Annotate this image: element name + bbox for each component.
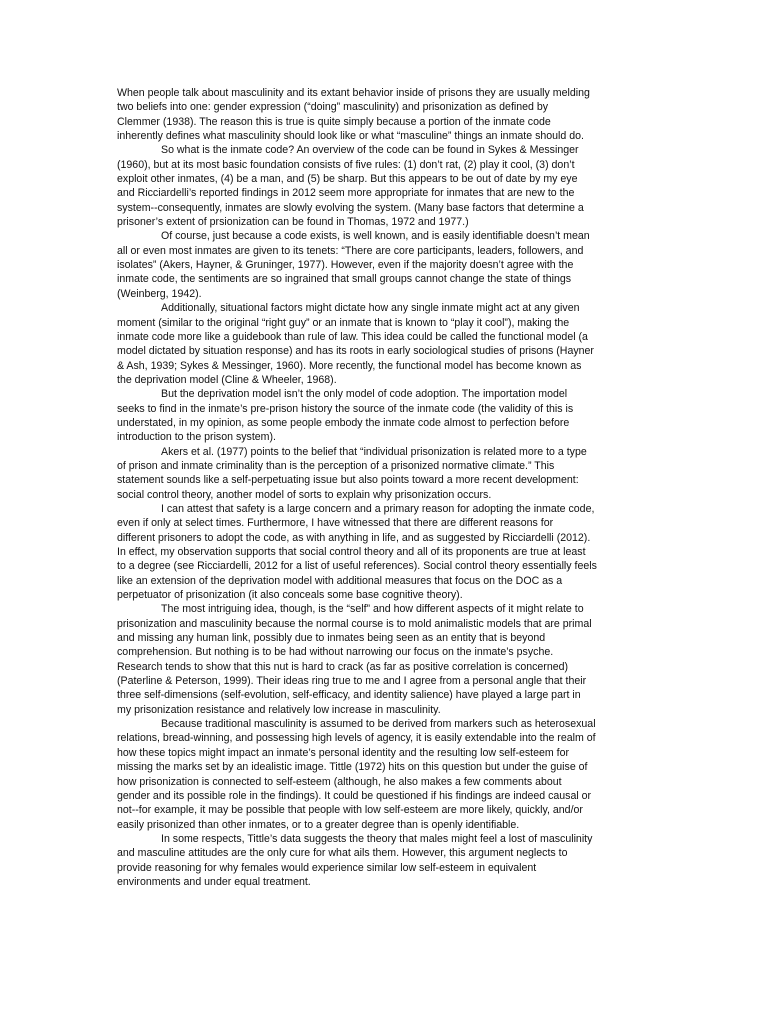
paragraph-8: The most intriguing idea, though, is the “self” and how different aspects of it might relate to prisonization and masculinity because the normal course is to mold animalistic models that are primal and missing any human link, possibly due to inmates being seen as an entity that is beyond comprehension. But nothing is to be had without narrowing our focus on the inmate’s psyche. Research tends to show that this nut is hard to crack (as far as positive correlation is concerned) (Paterline & Peterson, 1999). Their ideas ring true to me and I agree from a personal angle that their three self-dimensions (self-evolution, self-efficacy, and identity salience) have played a large part in my prisonization resistance and relatively low increase in masculinity. — [117, 603, 592, 716]
paragraph-7: I can attest that safety is a large concern and a primary reason for adopting the inmate code, even if only at select times. Furthermore, I have witnessed that there are different reasons for different prisoners to adopt the code, as with anything in life, and as suggested by Ricciardelli (2012). In effect, my observation supports that social control theory and all of its proponents are true at least to a degree (see Ricciardelli, 2012 for a list of useful references). Social control theory essentially feels like an extension of the deprivation model with additional measures that focus on the DOC as a perpetuator of prisonization (it also conceals some base cognitive theory). — [117, 502, 597, 602]
paragraph-6: Akers et al. (1977) points to the belief that “individual prisonization is related more to a type of prison and inmate criminality than is the perception of a prisonized normative climate.” This statement sounds like a self-perpetuating issue but also points toward a more recent development: social control theory, another model of sorts to explain why prisonization occurs. — [117, 445, 587, 501]
paragraph-3: Of course, just because a code exists, is well known, and is easily identifiable doesn’t mean all or even most inmates are given to its tenets: “There are core participants, leaders, followers, and isolates” (Akers, Hayner, & Gruninger, 1977). However, even if the majority doesn’t agree with the inmate code, the sentiments are so ingrained that small groups cannot change the state of things (Weinberg, 1942). — [117, 230, 590, 300]
paragraph-4: Additionally, situational factors might dictate how any single inmate might act at any given moment (similar to the original “right guy” or an inmate that is known to “play it cool”), making the inmate code more like a guidebook than rule of law. This idea could be called the functional model (a model dictated by situation response) and has its roots in early sociological studies of prisons (Hayner & Ash, 1939; Sykes & Messinger, 1960). More recently, the functional model has become known as the deprivation model (Cline & Wheeler, 1968). — [117, 302, 594, 386]
paragraph-2: So what is the inmate code? An overview of the code can be found in Sykes & Messinger (1960), but at its most basic foundation consists of five rules: (1) don’t rat, (2) play it cool, (3) don’t exploit other inmates, (4) be a man, and (5) be sharp. But this appears to be out of date by my eye and Ricciardelli’s reported findings in 2012 seem more appropriate for inmates that are new to the system--consequently, inmates are slowly evolving the system. (Many base factors that determine a prisoner’s extent of prsionization can be found in Thomas, 1972 and 1977.) — [117, 144, 584, 229]
paragraph-9: Because traditional masculinity is assumed to be derived from markers such as heterosexual relations, bread-winning, and possessing high levels of agency, it is easily extendable into the realm of how these topics might impact an inmate’s personal identity and the resulting low self-esteem for missing the marks set by an idealistic image. Tittle (1972) hits on this question but under the guise of how prisonization is connected to self-esteem (although, he also makes a few comments about gender and its possible role in the findings). It could be questioned if his findings are indeed causal or not--for example, it may be possible that people with low self-esteem are more likely, quickly, and/or easily prisonized than other inmates, or to a greater degree than is openly identifiable. — [117, 718, 596, 831]
paragraph-10: In some respects, Tittle’s data suggests the theory that males might feel a lost of masculinity and masculine attitudes are the only cure for what ails them. However, this argument neglects to provide reasoning for why females would experience similar low self-esteem in equivalent environments and under equal treatment. — [117, 832, 593, 888]
paragraph-1: When people talk about masculinity and its extant behavior inside of prisons they are usually melding two beliefs into one: gender expression (“doing” masculinity) and prisonization as defined by Clemmer (1938). The reason this is true is quite simply because a portion of the inmate code inherently defines what masculinity should look like or what “masculine” things an inmate should do. — [117, 87, 590, 143]
paragraph-5: But the deprivation model isn’t the only model of code adoption. The importation model seeks to find in the inmate’s pre-prison history the source of the inmate code (the validity of this is understated, in my opinion, as some people embody the inmate code almost to perfection before introduction to the prison system). — [117, 388, 574, 444]
document-page — [117, 86, 652, 889]
